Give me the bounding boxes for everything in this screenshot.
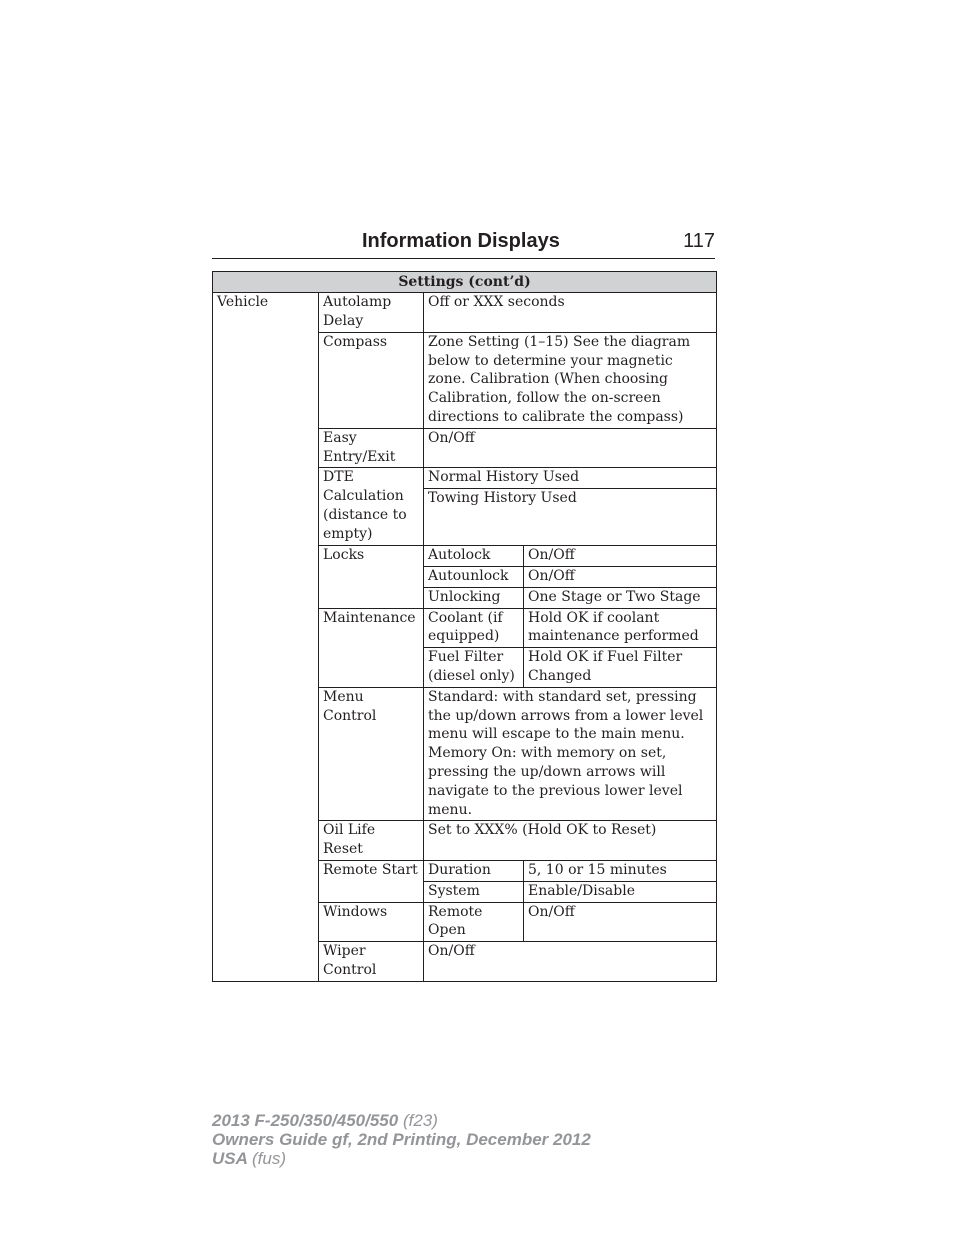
sub-setting-value: Hold OK if coolant maintenance performed: [524, 608, 717, 648]
footer-model: 2013 F-250/350/450/550: [212, 1111, 399, 1130]
sub-setting-name: Fuel Filter (diesel only): [424, 648, 524, 688]
setting-label: Maintenance: [319, 608, 424, 687]
setting-label: Wiper Control: [319, 942, 424, 982]
sub-setting-value: Enable/Disable: [524, 881, 717, 902]
sub-setting-value: On/Off: [524, 566, 717, 587]
sub-setting-name: Autounlock: [424, 566, 524, 587]
sub-setting-value: On/Off: [524, 546, 717, 567]
page-header: [212, 228, 715, 259]
setting-option: Normal History Used: [424, 468, 717, 489]
setting-option: Towing History Used: [424, 489, 717, 546]
footer-line-3: [212, 1149, 591, 1168]
setting-value: Set to XXX% (Hold OK to Reset): [424, 821, 717, 861]
settings-table: [212, 271, 717, 982]
footer-model-code: (f23): [402, 1111, 438, 1130]
footer-market: USA: [212, 1149, 248, 1168]
footer-line-1: [212, 1111, 591, 1130]
setting-value: Zone Setting (1–15) See the diagram below to determine your magnetic zone. Calibration (When choosing Calibration, follow the on-screen directions to calibrate the compass): [424, 332, 717, 428]
section-title: Information Displays: [362, 230, 560, 252]
footer-line-2: Owners Guide gf, 2nd Printing, December 2012: [212, 1130, 591, 1149]
sub-setting-value: 5, 10 or 15 minutes: [524, 860, 717, 881]
setting-value: On/Off: [424, 942, 717, 982]
sub-setting-name: System: [424, 881, 524, 902]
sub-setting-name: Remote Open: [424, 902, 524, 942]
page-footer: [212, 1111, 591, 1168]
sub-setting-name: Autolock: [424, 546, 524, 567]
setting-value: On/Off: [424, 428, 717, 468]
sub-setting-value: Hold OK if Fuel Filter Changed: [524, 648, 717, 688]
sub-setting-value: One Stage or Two Stage: [524, 587, 717, 608]
setting-label: Remote Start: [319, 860, 424, 902]
setting-label: Compass: [319, 332, 424, 428]
sub-setting-name: Unlocking: [424, 587, 524, 608]
setting-label: DTE Calculation (distance to empty): [319, 468, 424, 546]
sub-setting-value: On/Off: [524, 902, 717, 942]
footer-market-code: (fus): [252, 1149, 286, 1168]
page-number: 117: [683, 230, 715, 252]
setting-label: Autolamp Delay: [319, 292, 424, 332]
table-caption: Settings (cont’d): [213, 272, 717, 293]
setting-label: Easy Entry/Exit: [319, 428, 424, 468]
setting-label: Windows: [319, 902, 424, 942]
setting-value: Standard: with standard set, pressing the up/down arrows from a lower level menu will escape to the main menu. Memory On: with memory on set, pressing the up/down arrows will navigate to the previous lower level menu.: [424, 687, 717, 821]
setting-label: Locks: [319, 546, 424, 608]
setting-value: Off or XXX seconds: [424, 292, 717, 332]
setting-label: Oil Life Reset: [319, 821, 424, 861]
sub-setting-name: Coolant (if equipped): [424, 608, 524, 648]
category-cell: Vehicle: [213, 292, 319, 981]
table-row: [213, 292, 717, 332]
sub-setting-name: Duration: [424, 860, 524, 881]
setting-label: Menu Control: [319, 687, 424, 821]
